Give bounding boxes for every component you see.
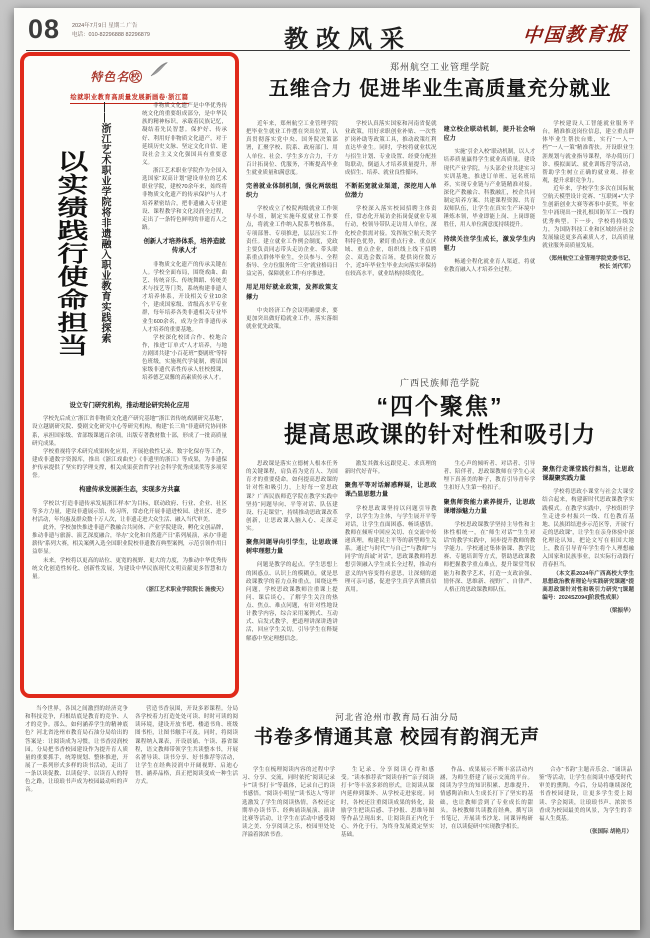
feature-title-vertical: 以实绩践行使命担当 — [54, 150, 89, 357]
paragraph: 此外，学校加快推进非遗产教融合共同体、产业学院建设，孵化文创品牌，推动非遗与旅游、演艺深度融合，举办“文化和自然遗产日”系列展演，承办“非遗薪传”系列大赛，相关案例入选全国职业院校非遗教育典型案例，示范引领作用日益彰显。 — [32, 525, 227, 556]
paragraph: 学校建设人工智能就业服务平台，精准推送岗位信息，建立重点群体毕业生帮扶台账，实行“一人一档”“一人一策”精准帮扶。开设职业生涯规划与就业指导课程，举办简历门诊、模拟面试、就业训练营等活动，帮助学生树立正确的就业观、择业观，提升求职竞争力。 — [542, 121, 634, 184]
section-heading: 聚焦平等对话解惑释疑，让思政课凸显思想力量 — [344, 482, 437, 499]
paragraph: 学校成立了校院两级就业工作领导小组，制定实施年度就业工作要点，将就业工作纳入院系考核体系，专项部署、专项推进，层层压实工作责任。建立就业工作例会制度，党政主要负责同志带头走访企业、带头联系重点群体毕业生，全员参与、全程指导、全方位服务的“三全”就业格局日益完善，保障就业工作有序推进。 — [246, 206, 338, 278]
text-column — [345, 460, 437, 708]
paragraph: 学校思政课坚持以问题引导教学，以学生为主体，与学生展开平等对话，让学生直面困惑、畅谈感悟。教师在倾听中回应关切、在交流中传递真理，构建民主平等的新型师生关系。通过“与时代”“与自己”“与教师”“与同学”的真诚“对话”，思政课教师将思想引领融入学生成长全过程，推动有意义的内容变得有意思，让深刻的道理可亲可感，促进学生真学真懂真信真用。 — [344, 505, 437, 593]
article3-right-columns — [242, 766, 632, 926]
paragraph: 近年来，郑州航空工业管理学院把毕业生就业工作摆在突出位置，认真贯彻落实党中央、国务院决策部署，汇聚学校、院系、政府部门、用人单位、社会、学生多方合力，千方百计拓岗位、优服务，不断提高毕业生就业质量和满意度。 — [246, 121, 338, 176]
paragraph: 学校先后成立“浙江省非物质文化遗产研究基地”“浙江省传统戏剧研究基地”，设立越剧研究院、婺剧文化研究中心等研究机构，构建“长三角”非遗研究协同体系，承担国家级、省部级课题百余项，出版专著教材数十部，形成了一批高质量研究成果。 — [32, 416, 227, 447]
paragraph: 未来，学校将以更高的站位、更宽的视野、更大的力度，为推动中华优秀传统文化创造性转化、创新性发展，为建设中华民族现代文明贡献更多智慧和力量。 — [32, 557, 227, 580]
section-heading: 持续关注学生成长，激发学生内驱力 — [443, 235, 536, 252]
text-column — [440, 766, 533, 926]
section-heading: 用足用好就业政策，发挥政策支撑力 — [246, 284, 338, 301]
paragraph: 非物质文化遗产的传承关键在人。学校全面布局，围绕戏曲、曲艺、传统音乐、传统舞蹈、传统美术与技艺等门类，系统构建非遗人才培养体系，开设相关专业10余个，建成国家级、省级高水平专业群，每年培养各类非遗相关专业毕业生600余名，成为全省非遗传承人才培养的重要基地。 — [142, 261, 227, 333]
text-column — [539, 766, 632, 926]
column-logo-circle: 校 — [130, 72, 141, 82]
article2-org-line: 广西民族师范学院 — [399, 378, 480, 388]
text-column — [25, 705, 128, 926]
article1-columns — [246, 120, 634, 386]
column-logo — [24, 61, 235, 104]
feature-box — [20, 52, 239, 698]
article3-org-line: 河北省沧州市教育局石油分局 — [335, 712, 459, 722]
paragraph: 学校以“打造非遗传承发展浙江样本”为目标，联动政府、行业、企业、社区等多方力量，建设非遗展示馆、传习所，常态化开展非遗进校园、进社区、进乡村活动，年均惠及群众数十万人次，让非遗走进大众生活、融入当代审美。 — [32, 500, 227, 523]
page-number: 08 — [28, 14, 61, 44]
date-line-2: 电话：010-82296888 82296879 — [72, 31, 150, 38]
section-heading: 构建传承发展新生态，实现多方共赢 — [79, 486, 180, 494]
paragraph: 问题是教学的起点。学生思想上的困惑点、认识上的模糊点，就是思政课教学的着力点和重点。围绕这些问题，学校思政课教师注重课上提问、课后谈心，了解学生关注的热点、焦点、难点问题，有针对性地设计教学内容，综合采用案例式、互动式、启发式教学，把道理讲深讲透讲活，回应学生关切，引导学生在释疑解惑中坚定理想信念。 — [246, 562, 338, 642]
feature-subtitle-vertical: ——浙江艺术职业学院将非遗融入职业教育实践探索 — [99, 102, 110, 344]
research-note: （本文系2024年广西高校大学生思想政治教育理论与实践研究课题“提高思政课针对性和吸引力研究”[课题编号：2024SZ094]阶段性成果） — [542, 570, 634, 601]
paragraph: 学校思政课教学坚持主导性和主体性相统一，在“师生对话”“生生对话”的教学实践中，同步提升教师的教学能力。学校通过集体备课、教学比赛、专题培训等方式，帮助思政课教师把握教学重点难点，提升课堂驾驭能力和教学艺术，打造一支政治强、情怀深、思维新、视野广、自律严、人格正的思政课教师队伍。 — [443, 521, 536, 593]
paragraph: 学校认真落实国家和河南省促就业政策，用好求职创业补贴、一次性扩岗补助等政策工具，推动政策红利直达毕业生。同时，学校将就业状况与招生计划、专业设置、经费分配挂钩联动，倒逼人才培养质量提升，形成招生、培养、就业良性循环。 — [344, 121, 437, 176]
paragraph: 畅通全程化就业育人渠道，将就业教育融入人才培养全过程。 — [443, 258, 536, 274]
date-line-1: 2024年7月9日 星期二 广告 — [72, 23, 138, 29]
column-logo-text: 特色名校 — [90, 70, 141, 84]
text-column — [345, 120, 437, 386]
section-heading: 创新人才培养体系，培养造就传承人才 — [143, 238, 226, 255]
header-rule — [26, 50, 630, 51]
section-heading: 完善就业体制机制，强化两级组织力 — [246, 182, 338, 200]
feature-tagline: 绘就职业教育高质量发展新画卷·浙江篇 — [70, 92, 188, 104]
text-column — [341, 766, 434, 926]
paragraph: 营造书香氛围，开设多彩课程。分局各学校着力打造处处可读、时时可读的阅读环境，建设开放书吧、楼道书角、班级图书柜，让图书触手可及。同时，将阅读课程纳入课表，开设晨诵、午读、暮省课程，语文教师带领学生共读整本书，开展名著导读、读书分享、好书推荐等活动，让学生在经典浸润中开阔视野、启迪心智、涵养品格，真正把阅读变成一种生活方式。 — [135, 706, 238, 786]
paragraph: 浙江艺术职业学院作为全国入选国家“双高计划”建设单位的艺术职业学院，建校70余年来，始终将非物质文化遗产的传承保护与人才培养紧密结合，把非遗融入专业建设、课程教学和文化浸润全过程，走出了一条特色鲜明的非遗育人之路。 — [142, 168, 227, 231]
attribution: （郑州航空工业管理学院党委书记、校长 刘代军） — [545, 256, 634, 271]
newspaper-page — [14, 8, 640, 930]
paragraph: 当今世界，各国之间激烈的经济竞争和科技竞争，归根结底是教育的竞争、人才的竞争。那么，如何涵养学生的精神底色？河北省沧州市教育局石油分局给出的答案是：让阅读成为习惯，让书香浸润校园。分局把书香校园建设作为提升育人质量的重要抓手，统筹规划、整体推进，开展了一系列形式多样的读书活动，走出了一条以读促教、以读促学、以读育人的特色之路，让琅琅书声成为校园最动听的声音。 — [25, 706, 128, 794]
text-column — [542, 120, 634, 386]
byline: （梁振华） — [606, 608, 634, 615]
section-heading: 聚焦问题导向引学生，让思政课树牢理想力量 — [246, 539, 338, 556]
text-column — [542, 460, 634, 708]
paragraph: 生心声的倾听者、对话者、引导者、陪伴者，思政课教师在学生心灵埋下真善美的种子，教育引导青年学生扣好人生第一粒扣子。 — [443, 461, 536, 492]
feature-upper-region — [32, 102, 227, 390]
paragraph: 学校深化校团合作、校地合作，推进“订单式”人才培养，与地方剧团共建“小百花班”“婺剧班”等特色班级，实施现代学徒制，聘请国家级非遗代表性传承人驻校授课，培养德艺双馨的高素质传承人才。 — [142, 334, 227, 382]
section-heading: 聚焦师资能力素养提升，让思政课增添魅力力量 — [443, 498, 536, 515]
paragraph: 生记录、分享阅读心得和感受。“读本推荐表”“阅读存折”“亲子阅读打卡”等丰富多彩的形式，让阅读从课内延伸到课外、从学校走进家庭。同时，各校还注重阅读成果的转化，鼓励学生把读后感、手抄报、思维导图等作品呈现出来，让阅读真正内化于心、外化于行，为终身发展奠定坚实基础。 — [341, 767, 434, 838]
paragraph: 作品、成果展示不断丰富活动内涵，为师生搭建了展示交流的平台。阅读为学生的知识积累、思维提升、情感陶冶和人生成长打下了坚实的基础，也让教师尝到了专业成长的甜头。各校教师共读教育经典，撰写读书笔记，开展读书沙龙、同课异构研讨，在以读促研中实现教学相长。 — [440, 767, 533, 830]
paragraph: 激发其做永远跟党走、求真理的新时代好青年。 — [344, 461, 437, 476]
section-heading: 聚焦行走课堂践行担当，让思政课凝聚实践力量 — [542, 466, 634, 483]
text-column — [444, 120, 536, 386]
paragraph: 合办“书韵”主题音乐会、“诵读品鉴”等活动，让学生在阅读中感受时代审美的熏陶。今后，分局将继续深化书香校园建设，让更多学生爱上阅读、学会阅读，让琅琅书声、浓浓书香成为校园最美的风景，为学生的幸福人生奠基。 — [539, 767, 632, 822]
paragraph: 近年来，学校学生多次在国际航空航天模型设计竞赛、“互联网+”大学生创新创业大赛等赛事中获奖，毕业生中涌现出一批扎根国防军工一线的优秀典型。下一步，学校将持续发力，为国防科技工业和区域经济社会发展输送更多高素质人才，以高质量就业服务高质量发展。 — [542, 186, 634, 249]
paragraph: 学校将思政小课堂与社会大课堂结合起来，构建新时代思政课教学实践模式。在教学实践中，学校组织学生走进乡村振兴一线、红色教育基地、民族团结进步示范区等，开展“行走的思政课”，让学生在亲身体验中深化理论认知，把论文写在祖国大地上，教育引导青年学生将个人理想融入国家和民族事业，以实际行动践行青春担当。 — [542, 489, 634, 569]
section-heading: 不断拓宽就业渠道，深挖用人单位潜力 — [344, 182, 437, 200]
paragraph: 思政课是落实立德树人根本任务的关键课程，肩负着为党育人、为国育才的重要使命。如何提高思政课的针对性和吸引力，上好每一堂思政课？广西民族师范学院在教学实践中坚持“问题导向、平等对话、队伍建设、行走课堂”，持续推动思政课改革创新，让思政课入脑入心、走深走实。 — [246, 461, 338, 532]
paragraph: 学校重视将学术研究成果转化应用，开展抢救性记录、数字化保存等工作，建成非遗数字资源库，推出《浙江戏曲史》《非遗里的浙江》等成果，为非遗保护传承提供了坚实的学理支撑，相关成果获省哲学社会科学优秀成果奖等多项荣誉。 — [32, 448, 227, 480]
paragraph: 中央经济工作会议明确要求，要更加突出做好稳就业工作，落实落细就业优先政策。 — [246, 307, 338, 330]
article2-headline-line2: 提高思政课的针对性和吸引力 — [284, 421, 596, 447]
feature-intro-column — [142, 102, 227, 390]
feature-title-block — [32, 102, 136, 390]
section-title: 教改风采 — [284, 26, 412, 53]
attribution: （浙江艺术职业学院院长 施俊天） — [142, 586, 227, 593]
section-heading: 建立校企联动机制，提升社会响应力 — [443, 126, 536, 143]
text-column — [242, 766, 335, 926]
paragraph: 学生在梳理阅读内容的过程中学习、分享、交流，同时依托“阅读记录卡”“读书打卡”等载体，记录自己的读书感悟。“阅读小明星”“读书达人”等评选激发了学生的阅读热情，各校还定期举办读书节、经典诵读展演、演讲比赛等活动，让学生在活动中感受阅读之美、分享阅读之乐，校园里处处洋溢着浓浓书香。 — [242, 767, 335, 838]
paragraph: 实施“引企入校”联动机制，以人才培养质量赢得学生就业高质量。建设现代产业学院，与头部企业共建实习实训基地，推进订单班、冠名班培养，实现专业链与产业链精准对接。深化产教融合、科教融汇，校企共同制定培养方案、共建课程资源、共育双师队伍，让学生在真实生产环境中锤炼本领，毕业即能上岗、上岗即能胜任，用人单位满意度持续提升。 — [443, 149, 536, 229]
article1-headline: 五维合力 促进毕业生高质量充分就业 — [268, 78, 612, 100]
article1-org-line: 郑州航空工业管理学院 — [389, 62, 490, 72]
section-heading: 设立专门研究机构，推动理论研究转化应用 — [69, 402, 190, 409]
text-column — [246, 120, 338, 386]
paragraph: 学校深入落实校园招聘主体责任，常态化开展访企拓岗促就业专项行动，校领导带队走访用人单位，深化校企供需对接。发挥航空航天类学科特色优势，紧盯重点行业、重点区域、重点企业，组织线上线下招聘会、双选会数百场，提供岗位数万个，近3年毕业生毕业去向落实率保持在较高水平，就业结构持续优化。 — [344, 206, 437, 278]
feature-lower-region — [32, 396, 227, 688]
paragraph: 非物质文化遗产是中华优秀传统文化的重要组成部分，是中华民族的精神标识，承载着民族记忆，凝结着先民智慧。保护好、传承好、利用好非物质文化遗产，对于延续历史文脉、坚定文化自信、建设社会主义文化强国具有重要意义。 — [142, 103, 227, 166]
text-column — [246, 460, 338, 708]
quill-icon — [149, 61, 169, 77]
masthead-logo: 中国教育报 — [521, 23, 629, 47]
article2-columns — [246, 460, 634, 708]
article2-headline-line1: “四个聚焦” — [376, 393, 504, 419]
article3-headline: 书卷多情通其意 校园有韵润无声 — [253, 727, 541, 748]
byline: （张国际 胡艳月） — [586, 828, 632, 835]
text-column — [444, 460, 536, 708]
